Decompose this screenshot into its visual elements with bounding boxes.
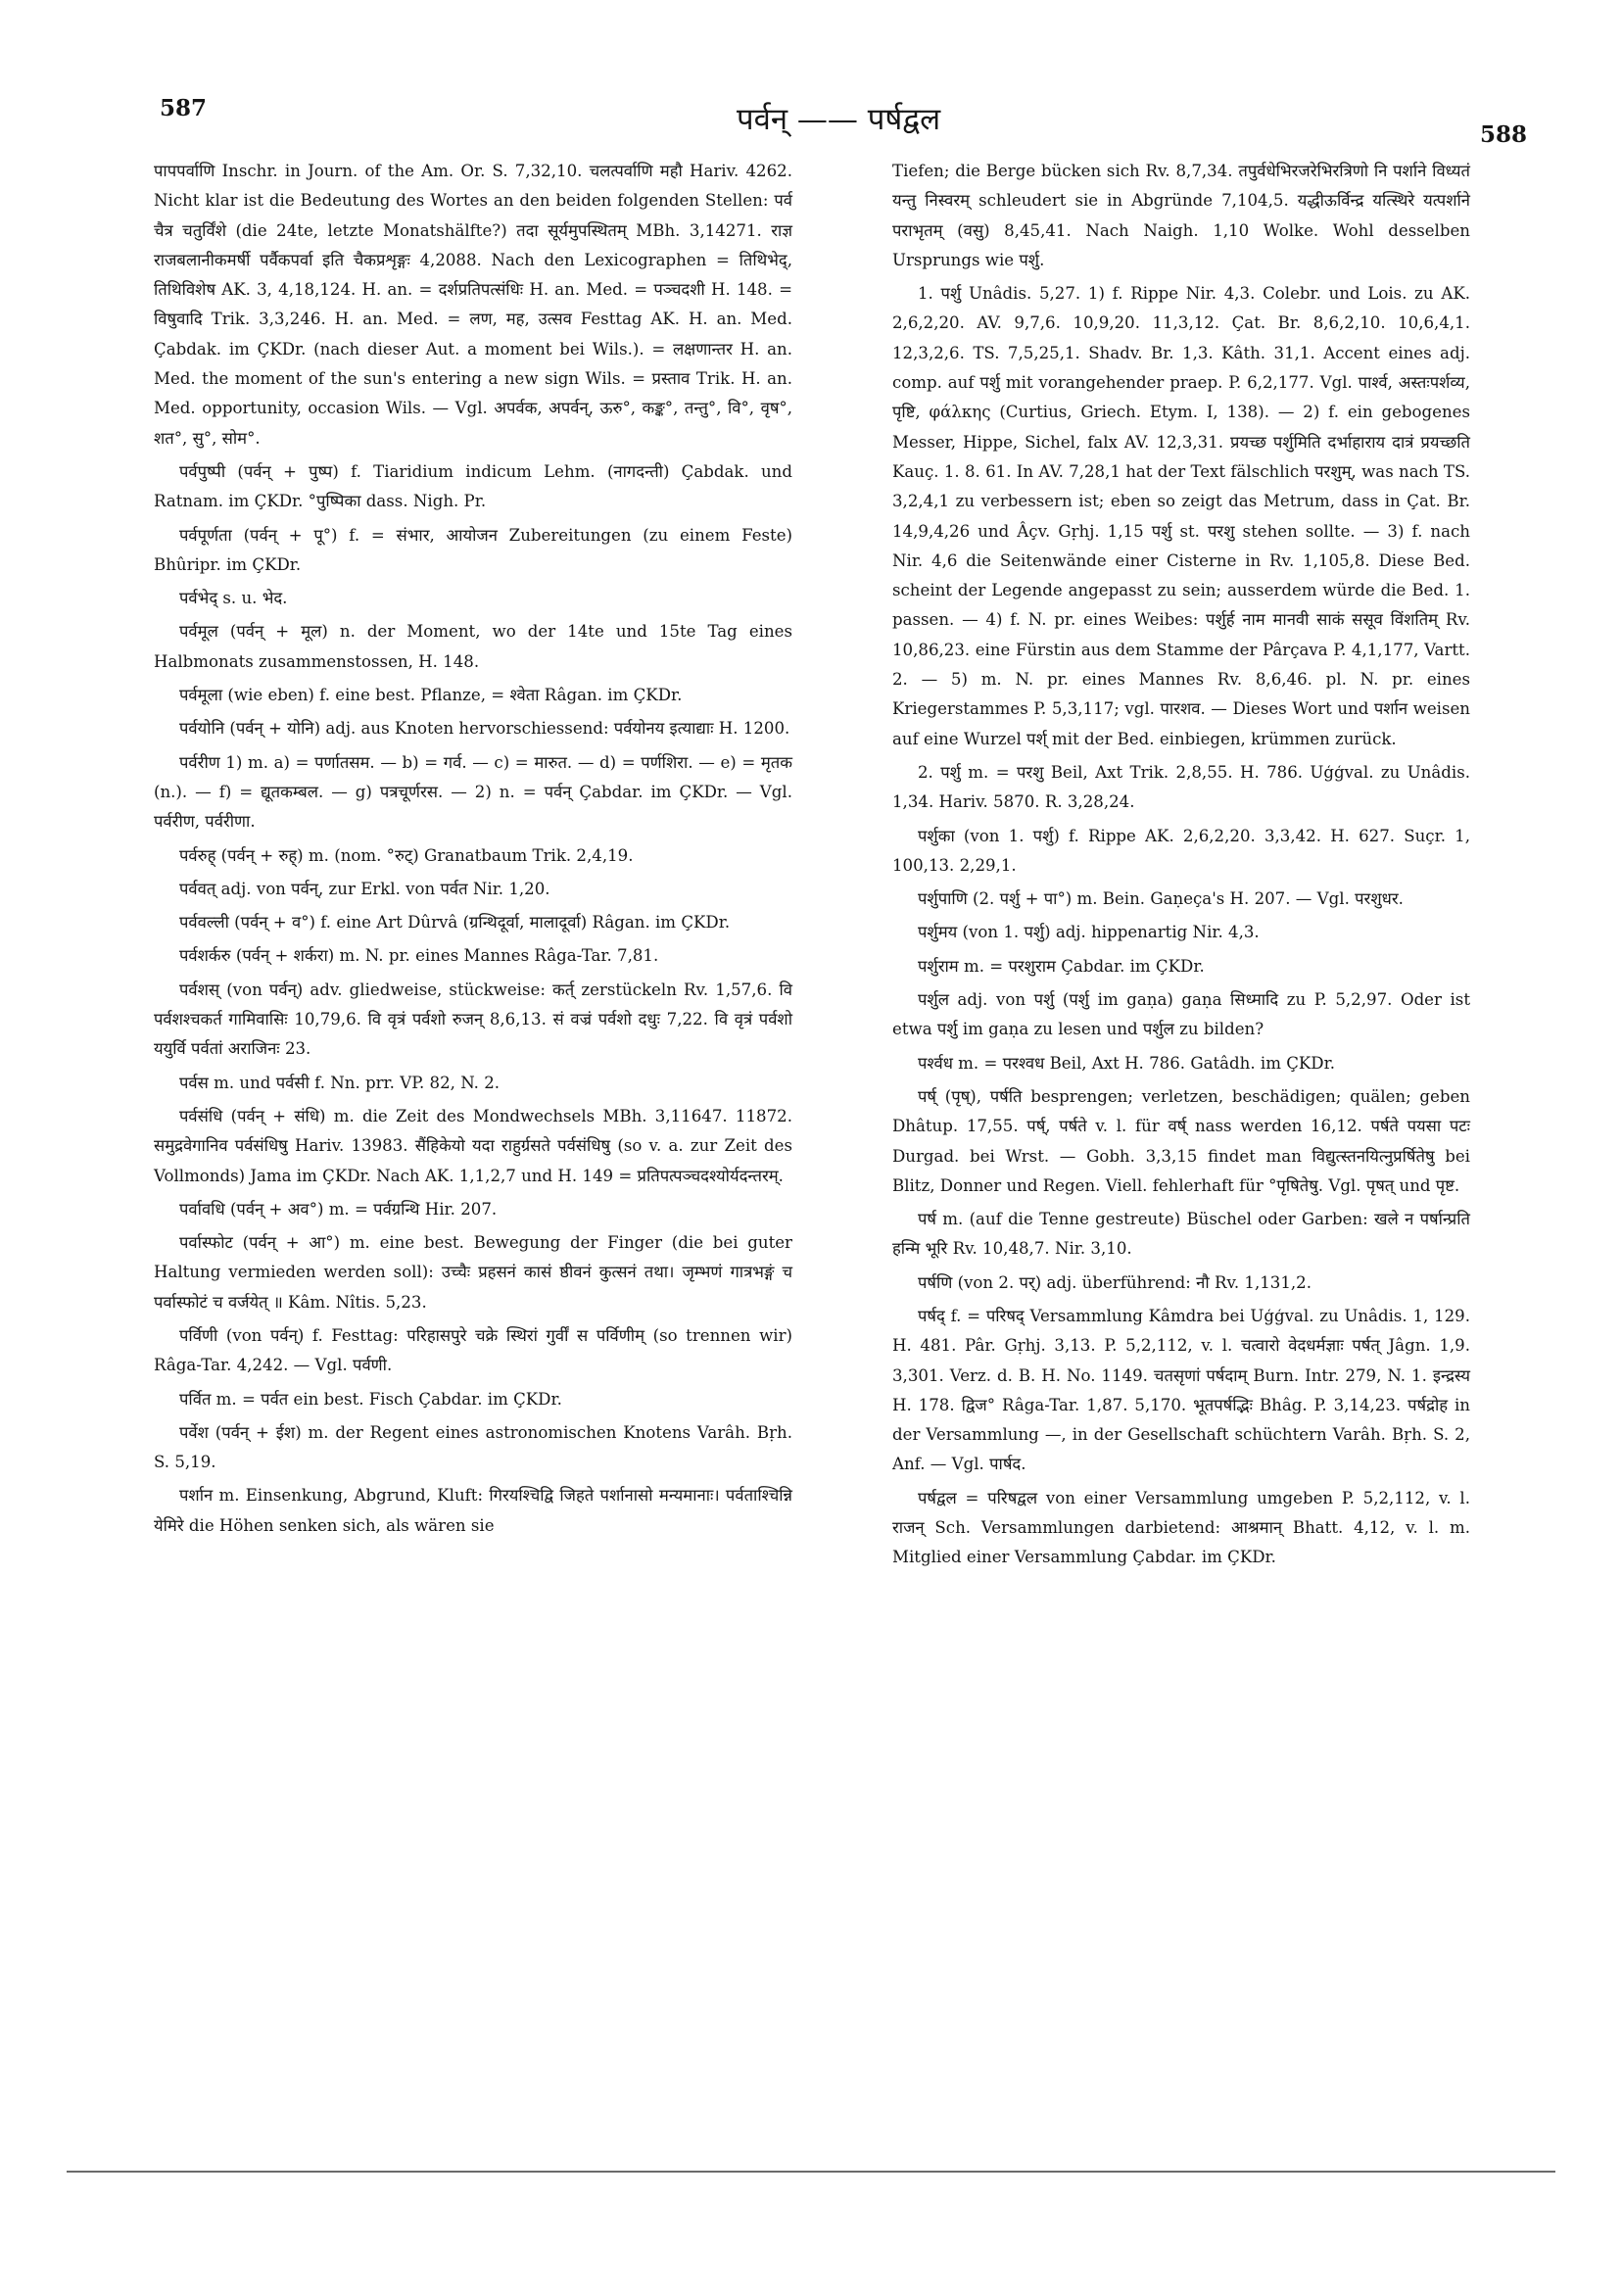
entry-paragraph: पर्वशर्करु (पर्वन् + शर्करा) m. N. pr. eines Mannes Râga-Tar. 7,81. <box>179 946 659 966</box>
entry-paragraph: 1. पर्शु Unâdis. 5,27. 1) f. Rippe Nir. 4,3. Colebr. und Lois. zu AK. 2,6,2,20. AV. 9,7,6. 10,9,20. 11,3,12. Çat. Br. 8,6,2,10. 10,6,4,1. 12,3,2,6. TS. 7,5,25,1. Shadv. Br. 1,3. Kâth. 31,1. Accent eines adj. comp. auf पर्शु mit vorangehender praep. P. 6,2,177. Vgl. पार्श्व, अस्तःपर्शव्य, पृष्टि, φάλκης (Curtius, Griech. Etym. I, 138). — 2) f. ein gebogenes Messer, Hippe, Sichel, falx AV. 12,3,31. प्रयच्छ पर्शुमिति दर्भाहाराय दात्रं प्रयच्छति Kauç. 1. 8. 61. In AV. 7,28,1 hat der Text fälschlich परशुम्, was nach TS. 3,2,4,1 zu verbessern ist; eben so zeigt das Metrum, dass in Çat. Br. 14,9,4,26 und Âçv. Gṛhj. 1,15 पर्शु st. परशु stehen sollte. — 3) f. nach Nir. 4,6 die Seitenwände einer Cisterne in Rv. 1,105,8. Diese Bed. scheint der Legende angepasst zu sein; ausserdem würde die Bed. 1. passen. — 4) f. N. pr. eines Weibes: पर्शुर्ह नाम मानवी साकं ससूव विंशतिम् Rv. 10,86,23. eine Fürstin aus dem Stamme der Pârçava P. 4,1,177, Vartt. 2. — 5) m. N. pr. eines Mannes Rv. 8,6,46. pl. N. pr. eines Kriegerstammes P. 5,3,117; vgl. पारशव. — Dieses Wort und पर्शान weisen auf eine Wurzel पर्श् mit der Bed. einbiegen, krümmen zurück. <box>892 284 1470 748</box>
entry-paragraph: पर्वमूला (wie eben) f. eine best. Pflanze, = श्वेता Râgan. im ÇKDr. <box>179 686 683 705</box>
entry-paragraph: पर्वरुह् (पर्वन् + रुह्) m. (nom. °रुट्) Granatbaum Trik. 2,4,19. <box>179 845 634 865</box>
entry-paragraph: पर्श्वध m. = परश्वध Beil, Axt H. 786. Gatâdh. im ÇKDr. <box>918 1053 1335 1073</box>
entry-paragraph: पर्वयोनि (पर्वन् + योनि) adj. aus Knoten hervorschiessend: पर्वयोनय इत्याद्याः H. 1200. <box>179 719 790 739</box>
running-header: पर्वन् —— पर्षद्वल <box>737 102 941 137</box>
entry-paragraph: पर्वस m. und पर्वसी f. Nn. prr. VP. 82, N. 2. <box>179 1073 501 1092</box>
entry-paragraph: पापपर्वाणि Inschr. in Journ. of the Am. Or. S. 7,32,10. चलत्पर्वाणि महौ Hariv. 4262. Nicht klar ist die Bedeutung des Wortes an den beiden folgenden Stellen: पर्व चैत्र चतुर्विंशे (die 24te, letzte Monatshälfte?) तदा सूर्यमुपस्थितम् MBh. 3,14271. राज्ञ राजबलानीकमर्षी पर्वैकपर्वा इति चैकप्रशृङ्गः 4,2088. Nach den Lexicographen = तिथिभेद्, तिथिविशेष AK. 3, 4,18,124. H. an. = दर्शप्रतिपत्संधिः H. an. Med. = पञ्चदशी H. 148. = विषुवादि Trik. 3,3,246. H. an. Med. = लण, मह, उत्सव Festtag AK. H. an. Med. Çabdak. im ÇKDr. (nach dieser Aut. a moment bei Wils.). = लक्षणान्तर H. an. Med. the moment of the sun's entering a new sign Wils. = प्रस्ताव Trik. H. an. Med. opportunity, occasion Wils. — Vgl. अपर्वक, अपर्वन्, ऊरु°, कङ्क°, तन्तु°, वि°, वृष°, शत°, सु°, सोम°. <box>154 162 792 448</box>
entry-paragraph: पर्वास्फोट (पर्वन् + आ°) m. eine best. Bewegung der Finger (die bei guter Haltung vermieden werden soll): उच्चैः प्रहसनं कासं ष्ठीवनं कुत्सनं तथा। जृम्भणं गात्रभङ्गं च पर्वास्फोटं च वर्जयेत् ॥ Kâm. Nîtis. 5,23. <box>154 1233 792 1312</box>
entry-paragraph: पर्विणी (von पर्वन्) f. Festtag: परिहासपुरे चक्रे स्थिरां गुर्वीं स पर्विणीम् (so trennen wir) Râga-Tar. 4,242. — Vgl. पर्वणी. <box>154 1325 792 1375</box>
entry-paragraph: Tiefen; die Berge bücken sich Rv. 8,7,34. तपुर्वधेभिरजरेभिरत्रिणो नि पर्शाने विध्यतं यन्तु निस्वरम् schleudert sie in Abgründe 7,104,5. यद्धीऊर्विन्द्र यत्स्थिरे यत्पर्शाने पराभृतम् (वसु) 8,45,41. Nach Naigh. 1,10 Wolke. Wohl desselben Ursprungs wie पर्शु. <box>892 162 1470 269</box>
entry-paragraph: पर्शुल adj. von पर्शु (पर्शु im gaṇa) gaṇa सिध्मादि zu P. 5,2,97. Oder ist etwa पर्शु im gaṇa zu lesen und पर्शुल zu bilden? <box>892 990 1470 1039</box>
entry-paragraph: पर्वित m. = पर्वत ein best. Fisch Çabdar. im ÇKDr. <box>179 1389 562 1409</box>
footer-rule <box>67 2171 1555 2173</box>
page-number-right: 588 <box>1480 121 1528 148</box>
entry-paragraph: पर्शुपाणि (2. पर्शु + पा°) m. Bein. Gaṇeça's H. 207. — Vgl. परशुधर. <box>918 889 1404 909</box>
entry-paragraph: पर्ववत् adj. von पर्वन्, zur Erkl. von पर्वत Nir. 1,20. <box>179 879 550 898</box>
entry-paragraph: पर्वसंधि (पर्वन् + संधि) m. die Zeit des Mondwechsels MBh. 3,11647. 11872. समुद्रवेगानिव पर्वसंधिषु Hariv. 13983. सैंहिकेयो यदा राहुर्ग्रसते पर्वसंधिषु (so v. a. zur Zeit des Vollmonds) Jama im ÇKDr. Nach AK. 1,1,2,7 und H. 149 = प्रतिपत्पञ्चदश्योर्यदन्तरम्. <box>154 1106 792 1185</box>
entry-paragraph: पर्शुमय (von 1. पर्शु) adj. hippenartig Nir. 4,3. <box>918 923 1260 942</box>
entry-paragraph: पर्षद् f. = परिषद् Versammlung Kâmdra bei Uģģval. zu Unâdis. 1, 129. H. 481. Pâr. Gṛhj. 3,13. P. 5,2,112, v. l. चत्वारो वेदधर्मज्ञाः पर्षत् Jâgn. 1,9. 3,301. Verz. d. B. H. No. 1149. चतसृणां पर्षदाम् Burn. Intr. 279, N. 1. इन्द्रस्य H. 178. द्विज° Râga-Tar. 1,87. 5,170. भूतपर्षद्भिः Bhâg. P. 3,14,23. पर्षद्रोह in der Versammlung —, in der Gesellschaft schüchtern Varâh. Bṛh. S. 2, Anf. — Vgl. पार्षद. <box>892 1306 1470 1474</box>
entry-paragraph: पर्वावधि (पर्वन् + अव°) m. = पर्वग्रन्थि Hir. 207. <box>179 1199 498 1219</box>
entry-paragraph: पर्वमूल (पर्वन् + मूल) n. der Moment, wo der 14te und 15te Tag eines Halbmonats zusammenstossen, H. 148. <box>154 622 792 671</box>
entry-paragraph: पर्वरीण 1) m. a) = पर्णातसम. — b) = गर्व. — c) = मारुत. — d) = पर्णशिरा. — e) = मृतक (n.). — f) = द्यूतकम्बल. — g) पत्रचूर्णरस. — 2) n. = पर्वन् Çabdar. im ÇKDr. — Vgl. पर्वरीण, पर्वरीणा. <box>154 752 792 832</box>
left-column <box>154 157 792 1545</box>
entry-paragraph: पर्वपूर्णता (पर्वन् + पू°) f. = संभार, आयोजन Zubereitungen (zu einem Feste) Bhûripr. im ÇKDr. <box>154 525 792 574</box>
entry-paragraph: पर्वेश (पर्वन् + ईश) m. der Regent eines astronomischen Knotens Varâh. Bṛh. S. 5,19. <box>154 1422 792 1472</box>
entry-paragraph: पर्शान m. Einsenkung, Abgrund, Kluft: गिरयश्चिद्वि जिहते पर्शानासो मन्यमानाः। पर्वताश्चिन्नि येमिरे die Höhen senken sich, als wären sie <box>154 1486 792 1535</box>
entry-paragraph: पर्वपुष्पी (पर्वन् + पुष्प) f. Tiaridium indicum Lehm. (नागदन्ती) Çabdak. und Ratnam. im ÇKDr. °पुष्पिका dass. Nigh. Pr. <box>154 461 792 511</box>
entry-paragraph: पर्ष m. (auf die Tenne gestreute) Büschel oder Garben: खले न पर्षान्प्रति हन्मि भूरि Rv. 10,48,7. Nir. 3,10. <box>892 1210 1470 1259</box>
entry-paragraph: पर्वशस् (von पर्वन्) adv. gliedweise, stückweise: कर्त् zerstückeln Rv. 1,57,6. वि पर्वशश्चकर्त गामिवासिः 10,79,6. वि वृत्रं पर्वशो रुजन् 8,6,13. सं वज्रं पर्वशो दधुः 7,22. वि वृत्रं पर्वशो ययुर्वि पर्वतां अराजिनः 23. <box>154 980 792 1059</box>
entry-paragraph: पर्ष् (पृष्), पर्षति besprengen; verletzen, beschädigen; quälen; geben Dhâtup. 17,55. पर्ष्, पर्षते v. l. für वर्ष् nass werden 16,12. पर्षते पयसा पटः Durgad. bei Wrst. — Gobh. 3,3,15 findet man विद्युत्स्तनयित्नुप्रर्षितेषु bei Blitz, Donner und Regen. Viell. fehlerhaft für °पृषितेषु. Vgl. पृषत् und पृष्ट. <box>892 1086 1470 1195</box>
entry-paragraph: पर्वभेद् s. u. भेद. <box>179 589 288 608</box>
entry-paragraph: पर्ववल्ली (पर्वन् + व°) f. eine Art Dûrvâ (ग्रन्थिदूर्वा, मालादूर्वा) Râgan. im ÇKDr. <box>179 913 731 933</box>
entry-paragraph: पर्शुराम m. = परशुराम Çabdar. im ÇKDr. <box>918 956 1205 976</box>
page-number-left: 587 <box>160 95 208 121</box>
right-column <box>892 157 1470 1577</box>
entry-paragraph: पर्षद्वल = परिषद्वल von einer Versammlung umgeben P. 5,2,112, v. l. राजन् Sch. Versammlungen darbietend: आश्रमान् Bhatt. 4,12, v. l. m. Mitglied einer Versammlung Çabdar. im ÇKDr. <box>892 1488 1470 1567</box>
entry-paragraph: पर्शुका (von 1. पर्शु) f. Rippe AK. 2,6,2,20. 3,3,42. H. 627. Suçr. 1, 100,13. 2,29,1. <box>892 826 1470 875</box>
entry-paragraph: 2. पर्शु m. = परशु Beil, Axt Trik. 2,8,55. H. 786. Uģģval. zu Unâdis. 1,34. Hariv. 5870. R. 3,28,24. <box>892 762 1470 812</box>
entry-paragraph: पर्षणि (von 2. पर्) adj. überführend: नौ Rv. 1,131,2. <box>918 1272 1312 1292</box>
